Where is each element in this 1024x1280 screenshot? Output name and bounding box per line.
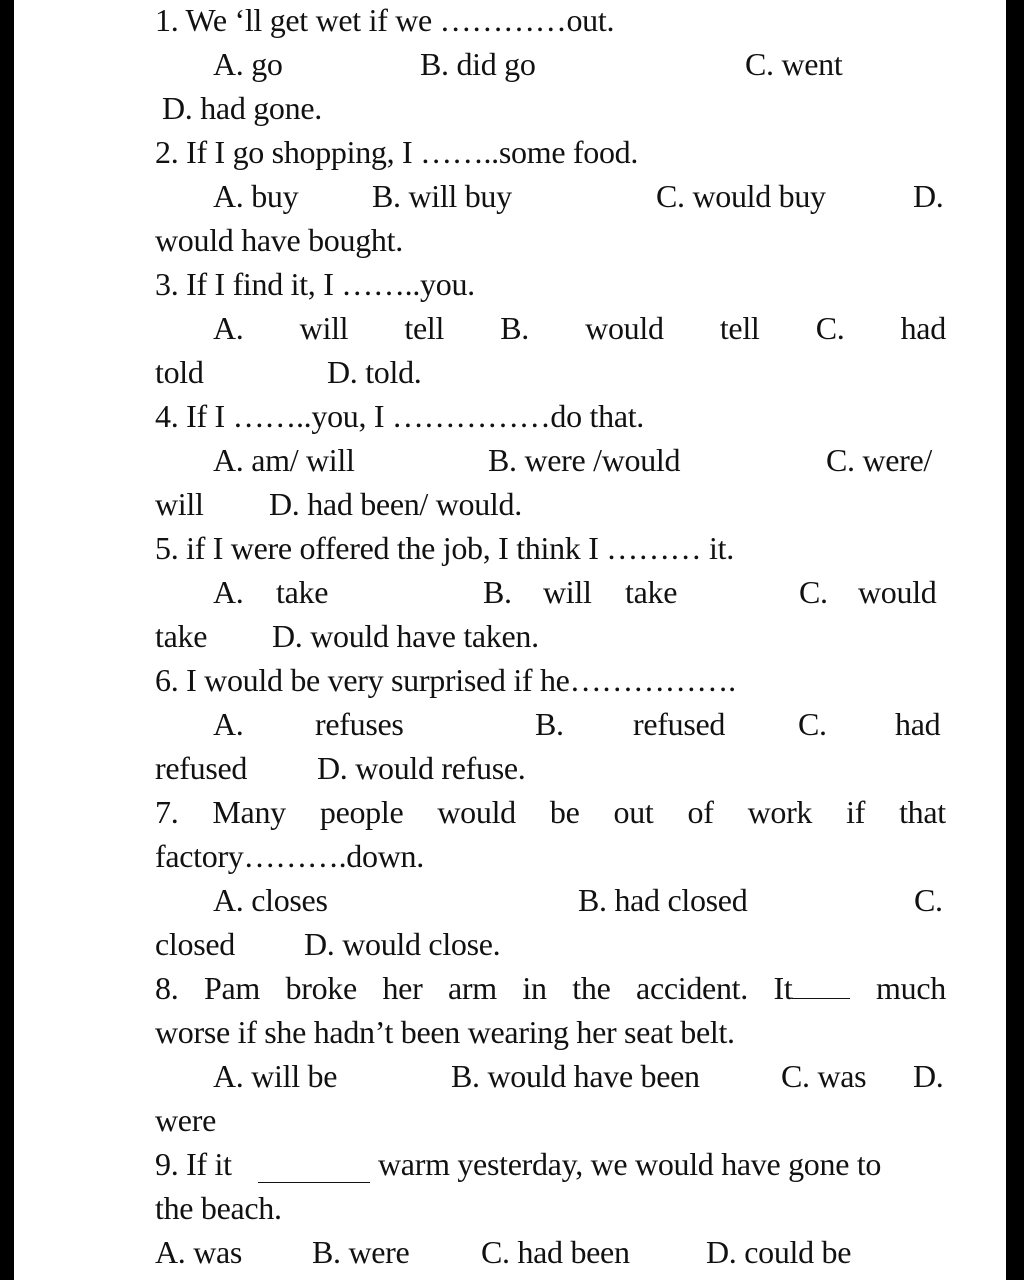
q5-option-d: D. would have taken.	[272, 618, 539, 654]
q6-option-d: D. would refuse.	[317, 750, 526, 786]
q2-stem: 2. If I go shopping, I ……..some food.	[155, 134, 639, 170]
q1-stem: 1. We ‘ll get wet if we …………out.	[155, 2, 615, 38]
q3-option-d: D. told.	[327, 354, 422, 390]
answer-blank	[792, 972, 850, 999]
q8-stem-word: 8.	[155, 970, 179, 1006]
q5-word: take	[625, 574, 678, 610]
q1-option-b: B. did go	[420, 46, 536, 82]
q3-word: will	[299, 310, 349, 346]
q3-continuation: told	[155, 354, 204, 390]
q1-option-c: C. went	[745, 46, 843, 82]
q7-stem-word: of	[687, 794, 714, 830]
q7-stem-word: be	[549, 794, 580, 830]
q8-stem-continuation: worse if she hadn’t been wearing her seat belt.	[155, 1014, 735, 1050]
q7-stem-word: work	[747, 794, 813, 830]
q9-option-d: D. could be	[706, 1234, 852, 1270]
q8-stem-word: Pam	[203, 970, 260, 1006]
q8-stem	[155, 969, 946, 1007]
q3-word: C.	[815, 310, 845, 346]
q8-option-d-label: D.	[913, 1058, 944, 1094]
q5-option-b-label: B.	[483, 574, 512, 610]
q7-stem-word: 7.	[155, 794, 179, 830]
q3-word: tell	[404, 310, 445, 346]
q5-continuation: take	[155, 618, 208, 654]
q7-stem-word: would	[437, 794, 516, 830]
q3-options-line	[213, 309, 946, 347]
q6-continuation: refused	[155, 750, 248, 786]
q5-option-a-text: take	[276, 574, 329, 610]
q7-option-d: D. would close.	[304, 926, 501, 962]
q6-stem: 6. I would be very surprised if he…………….	[155, 662, 736, 698]
q9-stem-end: warm yesterday, we would have gone to	[378, 1146, 882, 1182]
q4-continuation: will	[155, 486, 204, 522]
q5-word: will	[543, 574, 592, 610]
q7-stem	[155, 793, 946, 831]
q1-option-a: A. go	[213, 46, 283, 82]
q8-stem-word: broke	[285, 970, 357, 1006]
q7-stem-word: that	[899, 794, 946, 830]
q7-stem-word: if	[846, 794, 866, 830]
q9-stem-continuation: the beach.	[155, 1190, 282, 1226]
q5-option-a-label: A.	[213, 574, 244, 610]
q2-option-d-text: would have bought.	[155, 222, 403, 258]
q3-word: B.	[500, 310, 530, 346]
q8-stem-word: her	[382, 970, 423, 1006]
q5-option-c-text: would	[858, 574, 937, 610]
q1-option-d: D. had gone.	[162, 90, 322, 126]
q3-word: would	[585, 310, 664, 346]
q7-option-c-label: C.	[914, 882, 943, 918]
q8-stem-word: in	[522, 970, 547, 1006]
q7-continuation: closed	[155, 926, 235, 962]
q2-option-d-label: D.	[913, 178, 944, 214]
q2-option-b: B. will buy	[372, 178, 512, 214]
q8-option-b: B. would have been	[451, 1058, 700, 1094]
q2-option-a: A. buy	[213, 178, 299, 214]
answer-blank	[258, 1156, 370, 1183]
q9-option-c: C. had been	[481, 1234, 630, 1270]
q7-stem-word: out	[613, 794, 654, 830]
q4-option-c: C. were/	[826, 442, 933, 478]
q3-word: had	[900, 310, 946, 346]
q5-option-c-label: C.	[799, 574, 828, 610]
q9-option-b: B. were	[312, 1234, 410, 1270]
q6-option-c-text: had	[895, 706, 941, 742]
q7-option-b: B. had closed	[578, 882, 748, 918]
q7-stem-word: Many	[212, 794, 286, 830]
q8-option-a: A. will be	[213, 1058, 338, 1094]
q9-option-a: A. was	[155, 1234, 243, 1270]
q4-option-b: B. were /would	[488, 442, 681, 478]
q6-option-a-label: A.	[213, 706, 244, 742]
q8-option-d-text: were	[155, 1102, 216, 1138]
q3-word: tell	[719, 310, 760, 346]
q9-stem-start: 9. If it	[155, 1146, 232, 1182]
q8-stem-word-with-blank	[774, 969, 851, 1007]
q4-option-a: A. am/ will	[213, 442, 355, 478]
q5-stem: 5. if I were offered the job, I think I ……… it.	[155, 530, 734, 566]
q7-stem-word: people	[319, 794, 404, 830]
q6-option-a-text: refuses	[315, 706, 404, 742]
q8-stem-word: It	[773, 970, 793, 1006]
q2-option-c: C. would buy	[656, 178, 826, 214]
q7-stem-continuation: factory……….down.	[155, 838, 424, 874]
q6-option-b-label: B.	[535, 706, 564, 742]
q8-stem-word: accident.	[636, 970, 748, 1006]
q8-option-c: C. was	[781, 1058, 867, 1094]
q3-stem: 3. If I find it, I ……..you.	[155, 266, 475, 302]
q7-option-a: A. closes	[213, 882, 328, 918]
q8-stem-word: the	[572, 970, 611, 1006]
q8-stem-word: much	[876, 970, 946, 1006]
worksheet-page	[14, 0, 1006, 1280]
q6-option-b-text: refused	[633, 706, 726, 742]
q8-stem-word: arm	[448, 970, 497, 1006]
q6-option-c-label: C.	[798, 706, 827, 742]
q3-word: A.	[213, 310, 244, 346]
q4-stem: 4. If I ……..you, I ……………do that.	[155, 398, 645, 434]
q4-option-d: D. had been/ would.	[269, 486, 522, 522]
